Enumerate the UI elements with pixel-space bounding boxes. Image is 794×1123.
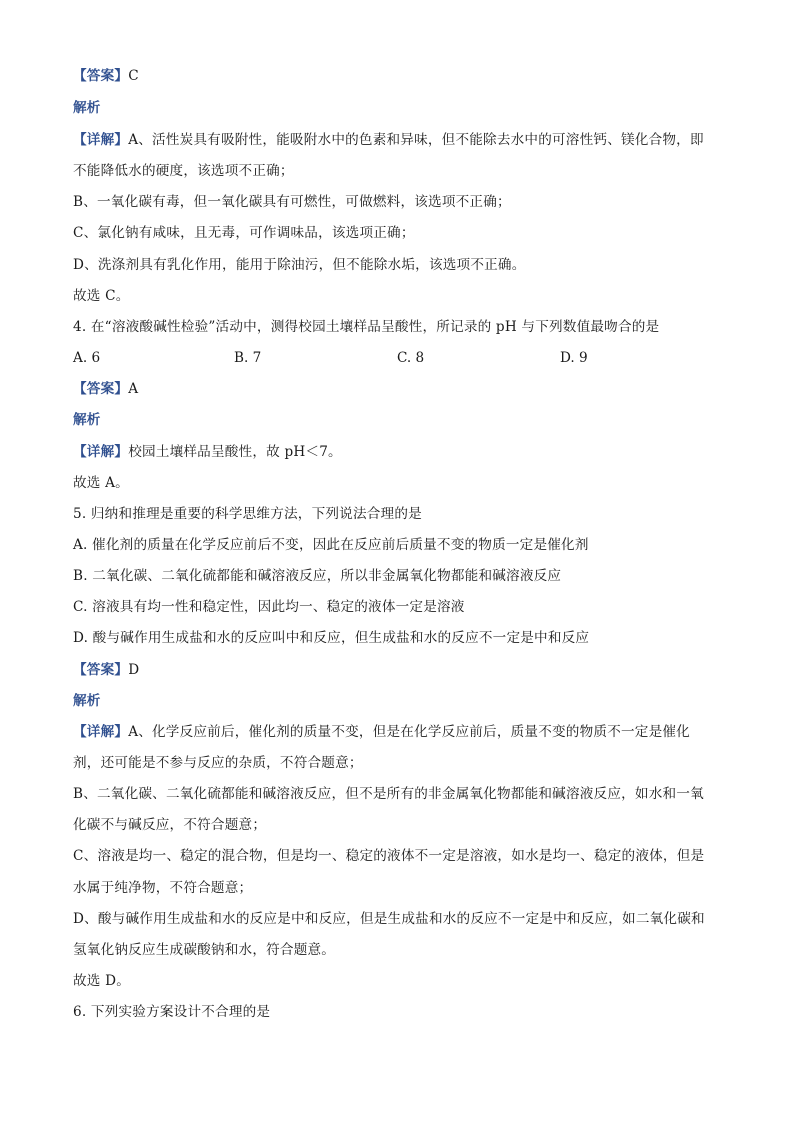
q5-detail-line-6: 水属于纯净物，不符合题意；	[73, 880, 253, 896]
q5-answer-value: D	[128, 662, 140, 678]
q5-option-d: D. 酸与碱作用生成盐和水的反应叫中和反应，但生成盐和水的反应不一定是中和反应	[73, 630, 590, 646]
q4-option-a: A. 6	[73, 350, 101, 366]
q4-option-c: C. 8	[397, 350, 425, 366]
detail-label: 【详解】	[73, 724, 129, 740]
q3-detail-line-2: 不能降低水的硬度，该选项不正确；	[73, 163, 294, 179]
answer-label: 【答案】	[73, 662, 129, 678]
q5-detail-line-1	[73, 722, 723, 742]
q4-analysis-heading	[73, 410, 723, 430]
q4-answer-line	[73, 379, 723, 399]
q4-detail-line-1	[73, 442, 723, 462]
analysis-label: 解析	[73, 693, 101, 709]
q5-option-a: A. 催化剂的质量在化学反应前后不变，因此在反应前后质量不变的物质一定是催化剂	[73, 537, 589, 553]
q5-answer-line	[73, 660, 723, 680]
detail-label: 【详解】	[73, 132, 129, 148]
q3-detail-line-1	[73, 130, 723, 150]
q5-detail-line-4: 化碳不与碱反应，不符合题意；	[73, 817, 267, 833]
q3-detail-line-3: B、一氧化碳有毒，但一氧化碳具有可燃性，可做燃料，该选项不正确；	[73, 194, 511, 210]
analysis-label: 解析	[73, 100, 101, 116]
q3-detail-text-1: A、活性炭具有吸附性，能吸附水中的色素和异味，但不能除去水中的可溶性钙、镁化合物，即	[128, 132, 704, 148]
q5-option-b: B. 二氧化碳、二氧化硫都能和碱溶液反应，所以非金属氧化物都能和碱溶液反应	[73, 568, 562, 584]
q4-stem: 4. 在“溶液酸碱性检验”活动中，测得校园土壤样品呈酸性，所记录的 pH 与下列数值最吻合的是	[73, 319, 660, 335]
q5-option-c: C. 溶液具有均一性和稳定性，因此均一、稳定的液体一定是溶液	[73, 599, 465, 615]
q4-answer-value: A	[128, 381, 139, 397]
q6-stem: 6. 下列实验方案设计不合理的是	[73, 1004, 271, 1020]
q3-detail-line-5: D、洗涤剂具有乳化作用，能用于除油污，但不能除水垢，该选项不正确。	[73, 257, 526, 273]
q4-conclusion: 故选 A。	[73, 475, 129, 491]
q5-stem: 5. 归纳和推理是重要的科学思维方法，下列说法合理的是	[73, 506, 422, 522]
answer-label: 【答案】	[73, 381, 129, 397]
q3-answer-line	[73, 66, 723, 86]
q4-detail-text-1: 校园土壤样品呈酸性，故 pH＜7。	[128, 444, 342, 460]
detail-label: 【详解】	[73, 444, 129, 460]
q5-detail-line-3: B、二氧化碳、二氧化硫都能和碱溶液反应，但不是所有的非金属氧化物都能和碱溶液反应，如水和一氧	[73, 786, 704, 802]
analysis-label: 解析	[73, 412, 101, 428]
q3-answer-value: C	[128, 68, 139, 84]
q3-conclusion: 故选 C。	[73, 288, 130, 304]
q5-detail-line-8: 氢氧化钠反应生成碳酸钠和水，符合题意。	[73, 942, 336, 958]
q5-detail-line-7: D、酸与碱作用生成盐和水的反应是中和反应，但是生成盐和水的反应不一定是中和反应，如二氧化碳和	[73, 911, 705, 927]
q4-option-d: D. 9	[560, 350, 588, 366]
q3-detail-line-4: C、氯化钠有咸味，且无毒，可作调味品，该选项正确；	[73, 225, 415, 241]
q5-analysis-heading	[73, 691, 723, 711]
answer-label: 【答案】	[73, 68, 129, 84]
q5-detail-line-2: 剂，还可能是不参与反应的杂质，不符合题意；	[73, 755, 363, 771]
q5-detail-text-1: A、化学反应前后，催化剂的质量不变，但是在化学反应前后，质量不变的物质不一定是催化	[128, 724, 690, 740]
q4-option-b: B. 7	[234, 350, 262, 366]
q5-conclusion: 故选 D。	[73, 973, 131, 989]
q5-detail-line-5: C、溶液是均一、稳定的混合物，但是均一、稳定的液体不一定是溶液，如水是均一、稳定的液体，但是	[73, 848, 705, 864]
q3-analysis-heading	[73, 98, 723, 118]
